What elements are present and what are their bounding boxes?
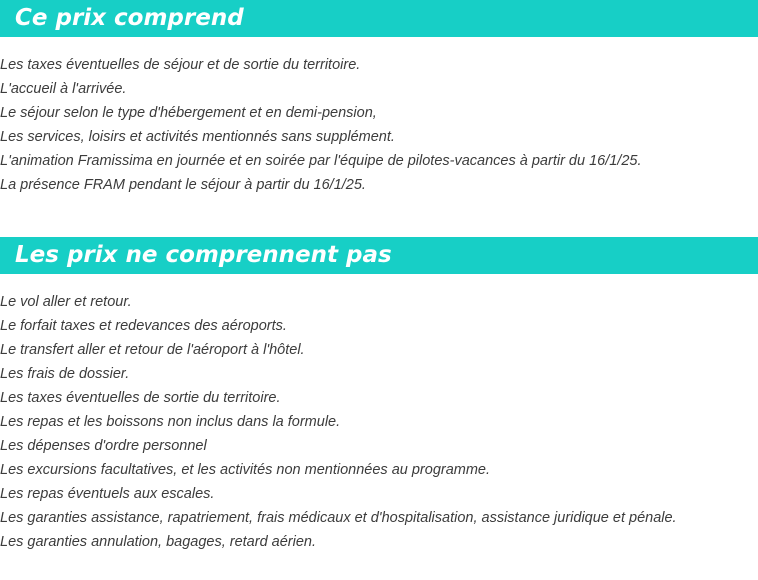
list-item: Les repas éventuels aux escales. [0,486,215,502]
list-item: Les services, loisirs et activités mentionnés sans supplément. [0,129,395,145]
included-heading: Ce prix comprend [0,0,758,37]
list-item: Le forfait taxes et redevances des aéroports. [0,318,287,334]
list-item: Les taxes éventuelles de sortie du territoire. [0,390,281,406]
not-included-section [0,237,758,554]
list-item: Les excursions facultatives, et les activités non mentionnées au programme. [0,462,491,478]
list-item: Le transfert aller et retour de l'aéroport à l'hôtel. [0,342,305,358]
list-item: Le vol aller et retour. [0,294,132,310]
list-item: L'animation Framissima en journée et en soirée par l'équipe de pilotes-vacances à partir du 16/1/25. [0,153,642,169]
included-list [0,53,758,197]
list-item: Le séjour selon le type d'hébergement et en demi-pension, [0,105,377,121]
list-item: La présence FRAM pendant le séjour à partir du 16/1/25. [0,177,366,193]
not-included-list [0,290,758,554]
list-item: Les frais de dossier. [0,366,130,382]
not-included-heading: Les prix ne comprennent pas [0,237,758,274]
list-item: Les repas et les boissons non inclus dans la formule. [0,414,341,430]
list-item: Les taxes éventuelles de séjour et de sortie du territoire. [0,57,361,73]
list-item: Les dépenses d'ordre personnel [0,438,207,454]
included-section [0,0,758,197]
list-item: Les garanties annulation, bagages, retard aérien. [0,534,316,550]
list-item: Les garanties assistance, rapatriement, frais médicaux et d'hospitalisation, assistance juridique et pénale. [0,510,677,526]
list-item: L'accueil à l'arrivée. [0,81,127,97]
